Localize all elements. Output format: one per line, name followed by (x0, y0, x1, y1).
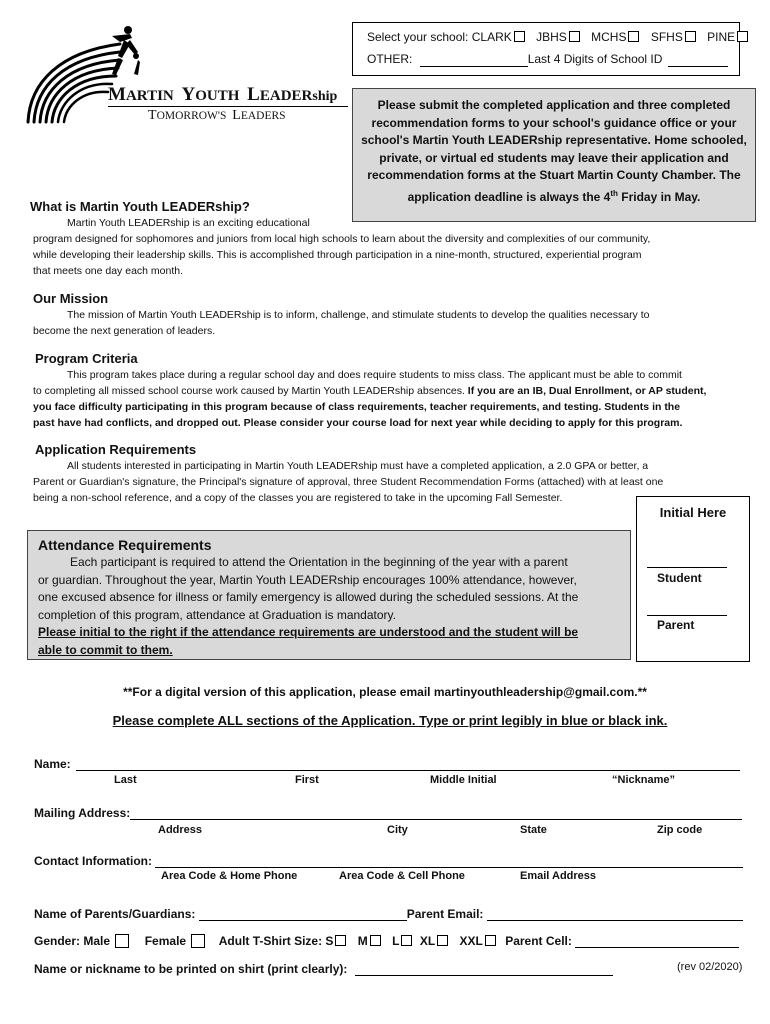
mission-body: The mission of Martin Youth LEADERship is to inform, challenge, and stimulate students to develop the qualities necessary to become the next generation of leaders. (33, 309, 650, 337)
logo-tagline: TOMORROW'S LEADERS (148, 108, 286, 123)
parents-row (34, 906, 743, 921)
shirt-name-row (34, 961, 613, 976)
school-option-mchs[interactable]: MCHS (591, 30, 641, 44)
student-initial-label: Student (657, 571, 702, 585)
name-label: Name: (34, 757, 71, 771)
mailing-address-label: Mailing Address: (34, 806, 131, 820)
contact-sub-home-phone: Area Code & Home Phone (161, 870, 298, 882)
school-option-jbhs[interactable]: JBHS (536, 30, 582, 44)
mailing-sub-city: City (387, 824, 408, 836)
tshirt-size-label: Adult T-Shirt Size: S (218, 934, 334, 948)
mailing-sub-zip: Zip code (657, 824, 703, 836)
logo-title: MARTIN YOUTH LEADERship (108, 84, 338, 105)
gender-male-label: Gender: Male (34, 934, 111, 948)
digital-version-note: **For a digital version of this application, please email martinyouthleadership@gmail.com.** (123, 685, 647, 699)
student-initial-field[interactable] (647, 567, 727, 568)
mailing-sub-address: Address (158, 824, 203, 836)
contact-information-field[interactable] (155, 867, 743, 868)
shirt-name-field[interactable] (355, 961, 613, 976)
parent-cell-field[interactable] (575, 933, 739, 948)
size-xxl-checkbox[interactable] (485, 935, 496, 946)
what-is-body: Martin Youth LEADERship is an exciting educational program designed for sophomores and juniors from local high schools to learn about the diversity and complexities of our community, while developing their leadership skills. This is accomplished through participation in a nine-month, structured, experiential program that meets one day each month. (33, 217, 651, 277)
logo (20, 22, 350, 127)
checkbox-icon[interactable] (628, 31, 639, 42)
name-sub-nickname: “Nickname” (612, 774, 675, 786)
gender-male-checkbox[interactable] (115, 934, 129, 948)
parent-cell-label: Parent Cell: (505, 934, 572, 948)
attendance-heading: Attendance Requirements (38, 537, 212, 553)
application-requirements-heading: Application Requirements (35, 442, 197, 457)
size-l-checkbox[interactable] (401, 935, 412, 946)
mailing-address-field[interactable] (130, 819, 742, 820)
parent-initial-label: Parent (657, 618, 695, 632)
parent-email-field[interactable] (487, 906, 743, 921)
logo-swoosh-icon (20, 22, 140, 127)
application-requirements-body: All students interested in participating in Martin Youth LEADERship must have a completed application, a 2.0 GPA or better, a Parent or Guardian's signature, the Principal's signature of approval, three Student Recommendation Forms (attached) with at least one being a non-school reference, and a copy of the classes you are registered to take in the upcoming Fall Semester. (33, 460, 664, 504)
size-l-label: L (392, 934, 400, 948)
size-s-checkbox[interactable] (335, 935, 346, 946)
criteria-heading: Program Criteria (35, 351, 138, 366)
what-is-heading: What is Martin Youth LEADERship? (30, 199, 250, 214)
size-xxl-label: XXL (459, 934, 483, 948)
school-option-sfhs[interactable]: SFHS (651, 30, 698, 44)
contact-information-label: Contact Information: (34, 854, 152, 868)
revision-label: (rev 02/2020) (677, 961, 743, 973)
gender-female-label: Female (144, 934, 187, 948)
checkbox-icon[interactable] (514, 31, 525, 42)
school-select-box (352, 22, 740, 76)
name-sub-last: Last (114, 774, 137, 786)
name-field[interactable] (76, 770, 740, 771)
checkbox-icon[interactable] (685, 31, 696, 42)
other-label: OTHER: (367, 52, 413, 66)
parents-guardians-field[interactable] (199, 906, 407, 921)
size-m-label: M (357, 934, 368, 948)
initial-here-box (636, 496, 750, 662)
shirt-name-label: Name or nickname to be printed on shirt (print clearly): (34, 962, 348, 976)
complete-all-sections-note: Please complete ALL sections of the Application. Type or print legibly in blue or black ink. (112, 713, 668, 728)
size-m-checkbox[interactable] (370, 935, 381, 946)
mission-heading: Our Mission (33, 291, 109, 306)
size-xl-label: XL (419, 934, 436, 948)
attendance-requirements-box: Attendance Requirements Each participant is required to attend the Orientation in the beginning of the year with a parent or guardian. Throughout the year, Martin Youth LEADERship encourages 100% attendance, however, one excused absence for illness or family emergency is allowed during the scheduled sessions. At the completion of this program, attendance at Graduation is mandatory. Please initial to the right if the attendance requirements are understood and the student will be able to commit to them. (27, 530, 631, 660)
other-school-field[interactable] (420, 50, 528, 67)
contact-sub-email: Email Address (520, 870, 597, 882)
select-school-label: Select your school: (367, 30, 469, 44)
name-sub-first: First (295, 774, 319, 786)
school-option-pine[interactable]: PINE (707, 30, 750, 44)
gender-female-checkbox[interactable] (191, 934, 205, 948)
parent-email-label: Parent Email: (406, 907, 484, 921)
checkbox-icon[interactable] (569, 31, 580, 42)
parent-initial-field[interactable] (647, 615, 727, 616)
contact-sub-cell-phone: Area Code & Cell Phone (339, 870, 465, 882)
submission-notice: Please submit the completed application and three completed recommendation forms to your school's guidance office or your school's Martin Youth LEADERship representative. Home schooled, private, or virtual ed students may leave their application and recommendation forms at the Stuart Martin County Chamber. The application deadline is always the 4th Friday in May. (352, 88, 756, 222)
gender-size-row (34, 933, 739, 948)
school-id-label: Last 4 Digits of School ID (527, 52, 663, 66)
parents-guardians-label: Name of Parents/Guardians: (34, 907, 196, 921)
mailing-sub-state: State (520, 824, 547, 836)
school-option-clark[interactable]: CLARK (472, 30, 527, 44)
size-xl-checkbox[interactable] (437, 935, 448, 946)
initial-here-label: Initial Here (659, 505, 727, 520)
checkbox-icon[interactable] (737, 31, 748, 42)
name-sub-middle-initial: Middle Initial (430, 774, 497, 786)
school-id-field[interactable] (668, 50, 728, 67)
criteria-body: This program takes place during a regular school day and does require students to miss class. The applicant must be able to commit to completing all missed school course work caused by Martin Youth LEADERship absences. If you are an IB, Dual Enrollment, or AP student, you face difficulty participating in this program because of class requirements, teacher requirements, and testing. Students in the past have had conflicts, and dropped out. Please consider your course load for next year while deciding to apply for this program. (33, 369, 707, 429)
